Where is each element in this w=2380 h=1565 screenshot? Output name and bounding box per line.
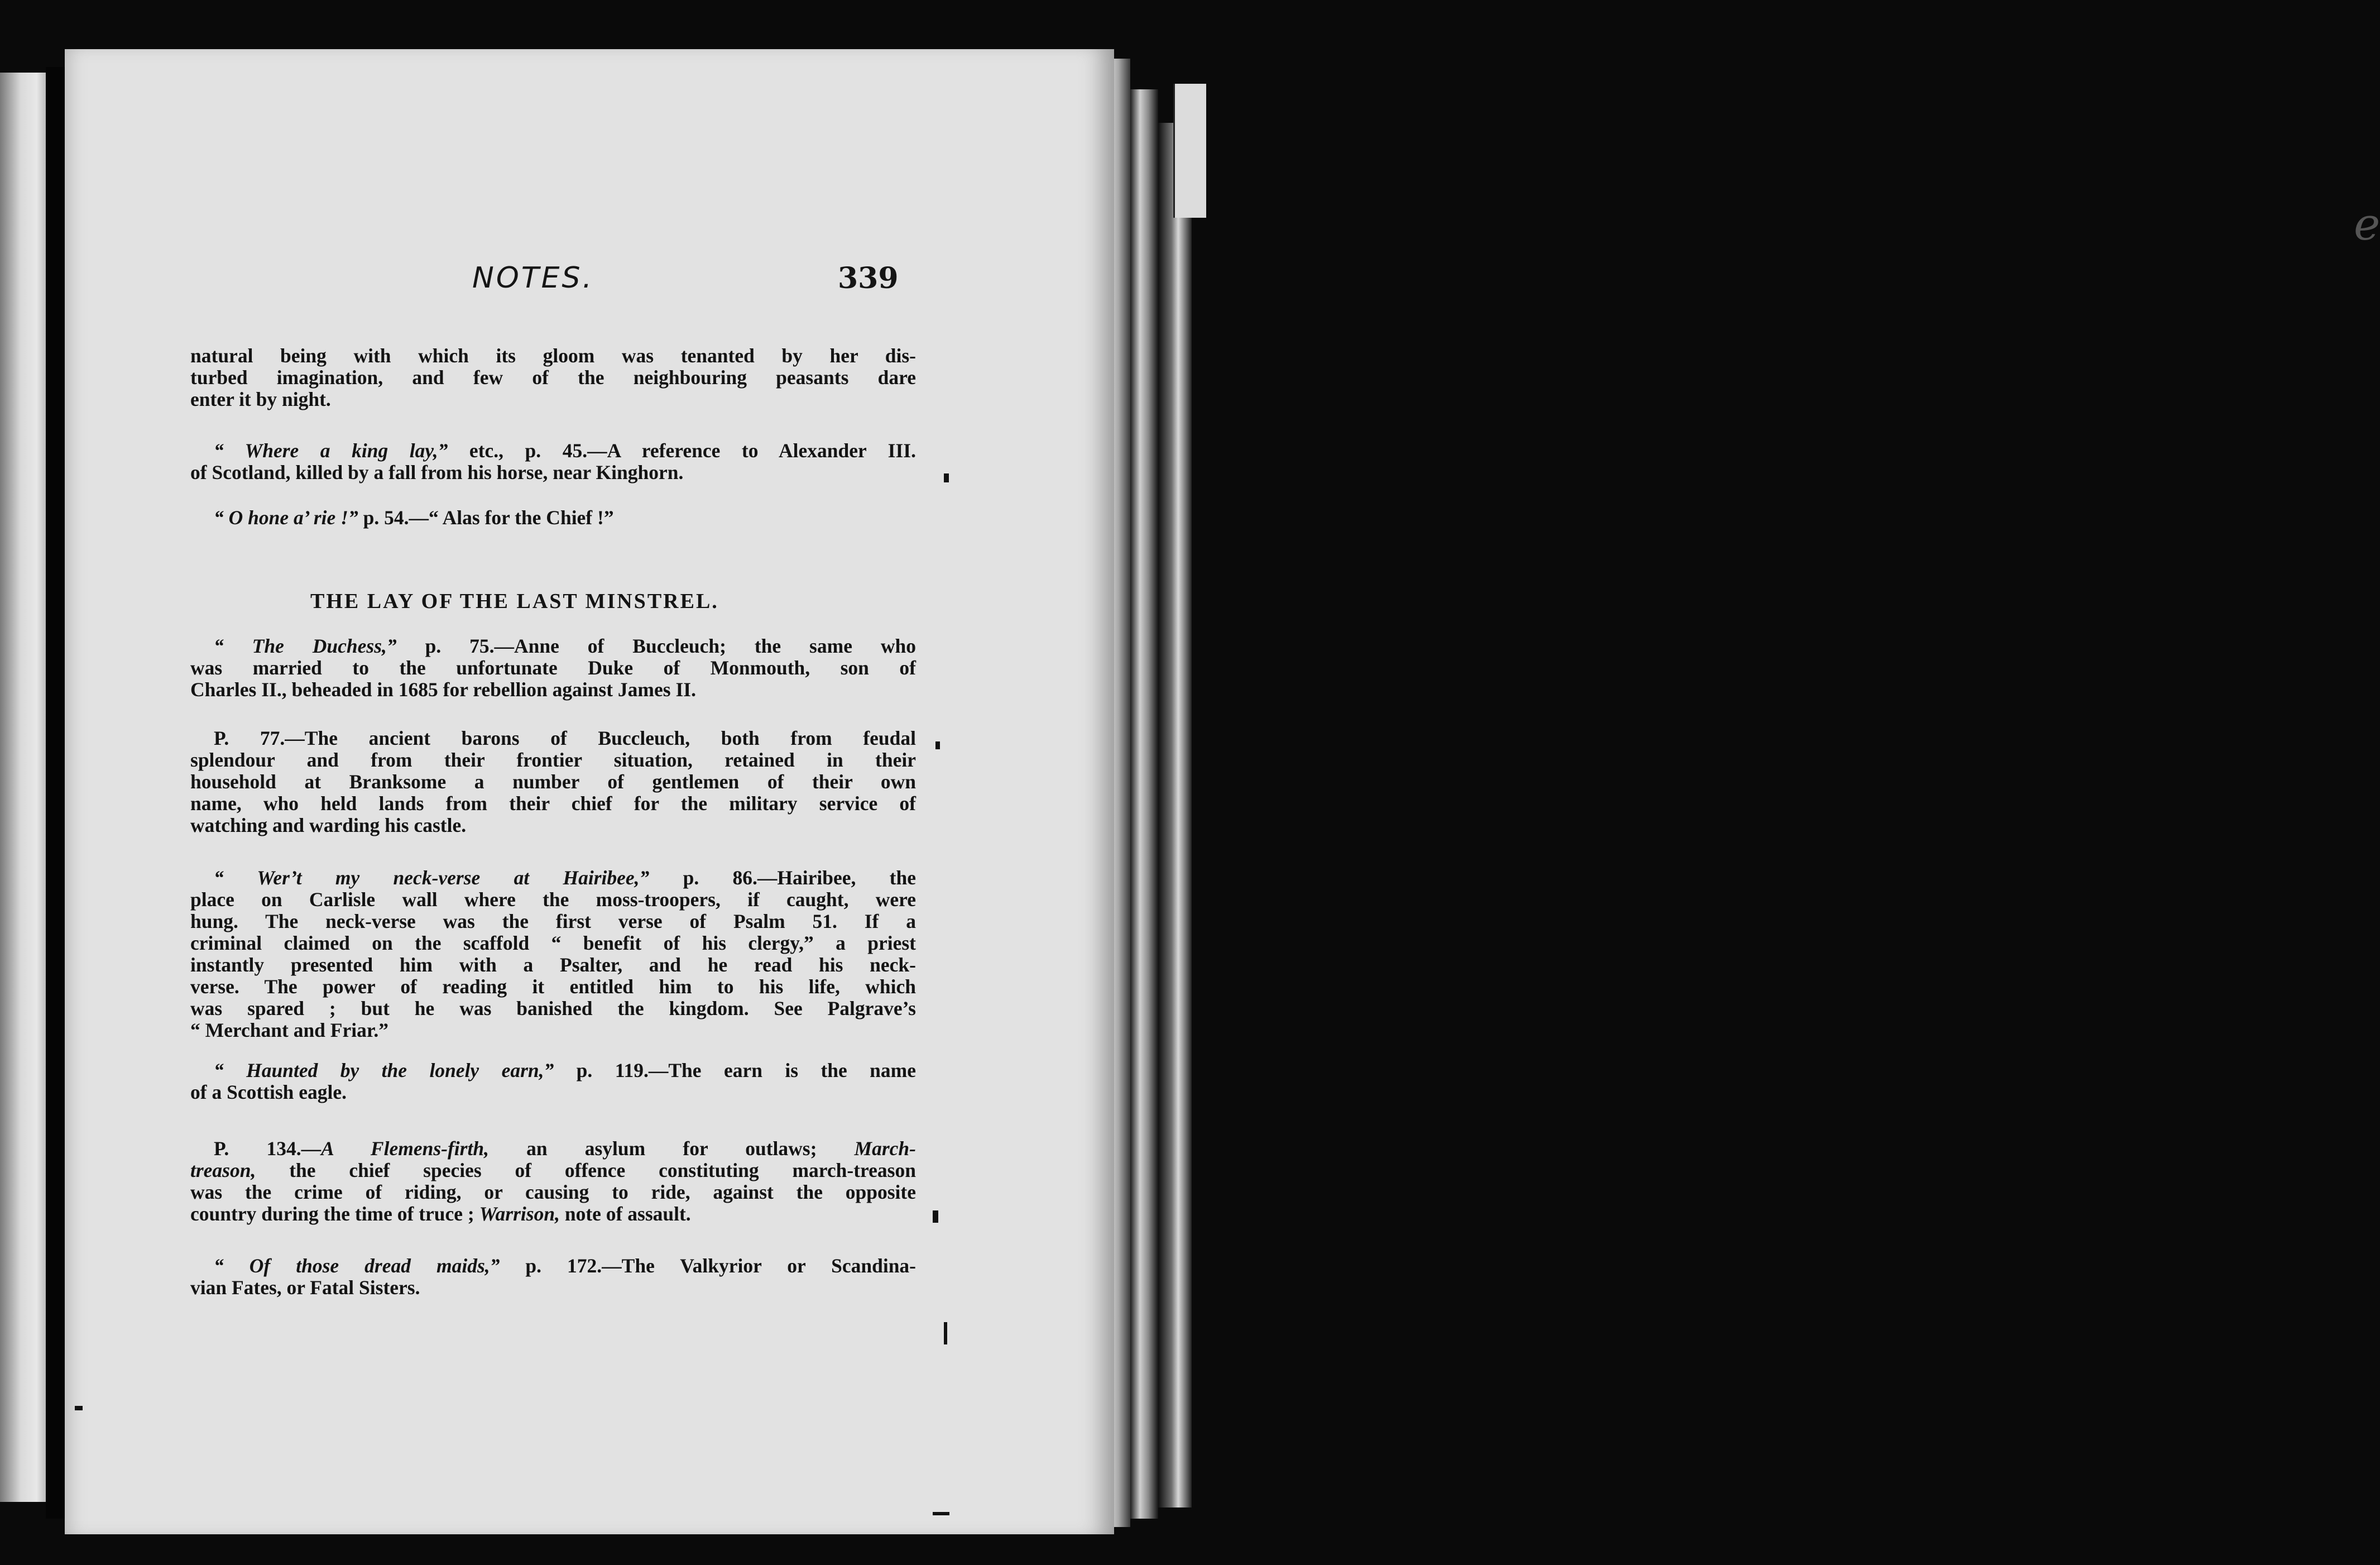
text-line: [190, 1138, 916, 1160]
page-header: [65, 261, 1114, 300]
text-line: “ Merchant and Friar.”: [190, 1019, 388, 1041]
quoted-phrase: “ O hone a’ rie !”: [214, 506, 358, 529]
text-fragment: p. 75.—Anne of Buccleuch; the same who: [396, 635, 916, 657]
text-line: instantly presented him with a Psalter, and he read his neck-: [190, 954, 916, 976]
page-tab: [1173, 84, 2380, 250]
text-fragment: the chief species of offence constituting march-treason: [256, 1159, 916, 1181]
note-p77: [190, 728, 916, 836]
book-page: [65, 49, 1114, 1534]
text-line: criminal claimed on the scaffold “ benefit of his clergy,” a priest: [190, 932, 916, 954]
text-line: was married to the unfortunate Duke of Monmouth, son of: [190, 657, 916, 679]
note-o-hone: [190, 507, 916, 529]
text-line: name, who held lands from their chief for the military service of: [190, 792, 916, 815]
paragraph-continuation: [190, 345, 916, 410]
text-fragment: p. 172.—The Valkyrior or Scandina-: [500, 1255, 917, 1277]
text-fragment: etc., p. 45.—A reference to Alexander III.: [448, 439, 916, 462]
page-stack-edge: [1158, 123, 1192, 1507]
italic-term: A Flemens-firth,: [321, 1137, 489, 1160]
text-line: watching and warding his castle.: [190, 814, 467, 836]
text-fragment: note of assault.: [559, 1203, 691, 1225]
text-line: verse. The power of reading it entitled him to his life, which: [190, 975, 916, 998]
text-line: was spared ; but he was banished the kingdom. See Palgrave’s: [190, 997, 916, 1020]
text-line: splendour and from their frontier situation, retained in their: [190, 749, 916, 771]
note-p134: [190, 1138, 916, 1225]
text-line: [190, 440, 916, 462]
text-fragment: p. 54.—“ Alas for the Chief !”: [358, 506, 614, 529]
text-fragment: p. 119.—The earn is the name: [554, 1059, 916, 1081]
note-hairibee: [190, 867, 916, 1041]
italic-term: Warrison,: [479, 1203, 560, 1225]
text-line: [190, 1255, 916, 1277]
quoted-phrase: “ Wer’t my neck-verse at Hairibee,”: [214, 867, 650, 889]
text-line: [190, 1060, 916, 1081]
text-line: [190, 635, 916, 657]
text-line: hung. The neck-verse was the first verse of Psalm 51. If a: [190, 910, 916, 932]
page-number: 339: [838, 261, 899, 295]
text-line: [190, 1160, 916, 1181]
note-duchess: [190, 635, 916, 701]
binding-gutter: [46, 67, 65, 1519]
quoted-phrase: “ Where a king lay,”: [214, 439, 448, 462]
italic-term: March-: [854, 1137, 916, 1160]
quoted-phrase: “ Of those dread maids,”: [214, 1255, 500, 1277]
running-head: NOTES.: [472, 261, 594, 295]
text-line: [190, 867, 916, 889]
text-line: enter it by night.: [190, 388, 331, 410]
text-fragment: an asylum for outlaws;: [488, 1137, 855, 1160]
text-line: [190, 1203, 916, 1225]
text-line: Charles II., beheaded in 1685 for rebellion against James II.: [190, 678, 696, 701]
quoted-phrase: “ The Duchess,”: [214, 635, 397, 657]
text-line: of Scotland, killed by a fall from his horse, near Kinghorn.: [190, 461, 684, 484]
note-king-lay: [190, 440, 916, 484]
text-fragment: P. 134.—: [214, 1137, 322, 1160]
left-page-edge: [0, 73, 46, 1502]
text-line: P. 77.—The ancient barons of Buccleuch, both from feudal: [214, 727, 916, 749]
quoted-phrase: “ Haunted by the lonely earn,”: [214, 1059, 554, 1081]
page-stack-edge: [1130, 89, 1158, 1519]
note-earn: [190, 1060, 916, 1103]
text-fragment: p. 86.—Hairibee, the: [649, 867, 916, 889]
text-line: turbed imagination, and few of the neighbouring peasants dare: [190, 366, 916, 389]
text-fragment: country during the time of truce ;: [190, 1203, 479, 1225]
italic-term: treason,: [190, 1159, 256, 1181]
text-line: vian Fates, or Fatal Sisters.: [190, 1276, 420, 1299]
text-line: natural being with which its gloom was tenanted by her dis-: [190, 344, 916, 367]
text-line: of a Scottish eagle.: [190, 1081, 347, 1103]
section-title: THE LAY OF THE LAST MINSTREL.: [310, 590, 719, 613]
tab-glyph: e: [2354, 198, 2380, 250]
text-line: household at Branksome a number of gentlemen of their own: [190, 770, 916, 793]
text-line: place on Carlisle wall where the moss-troopers, if caught, were: [190, 888, 916, 911]
text-line: was the crime of riding, or causing to ride, against the opposite: [190, 1181, 916, 1203]
text-line: [190, 507, 916, 529]
note-dread-maids: [190, 1255, 916, 1299]
